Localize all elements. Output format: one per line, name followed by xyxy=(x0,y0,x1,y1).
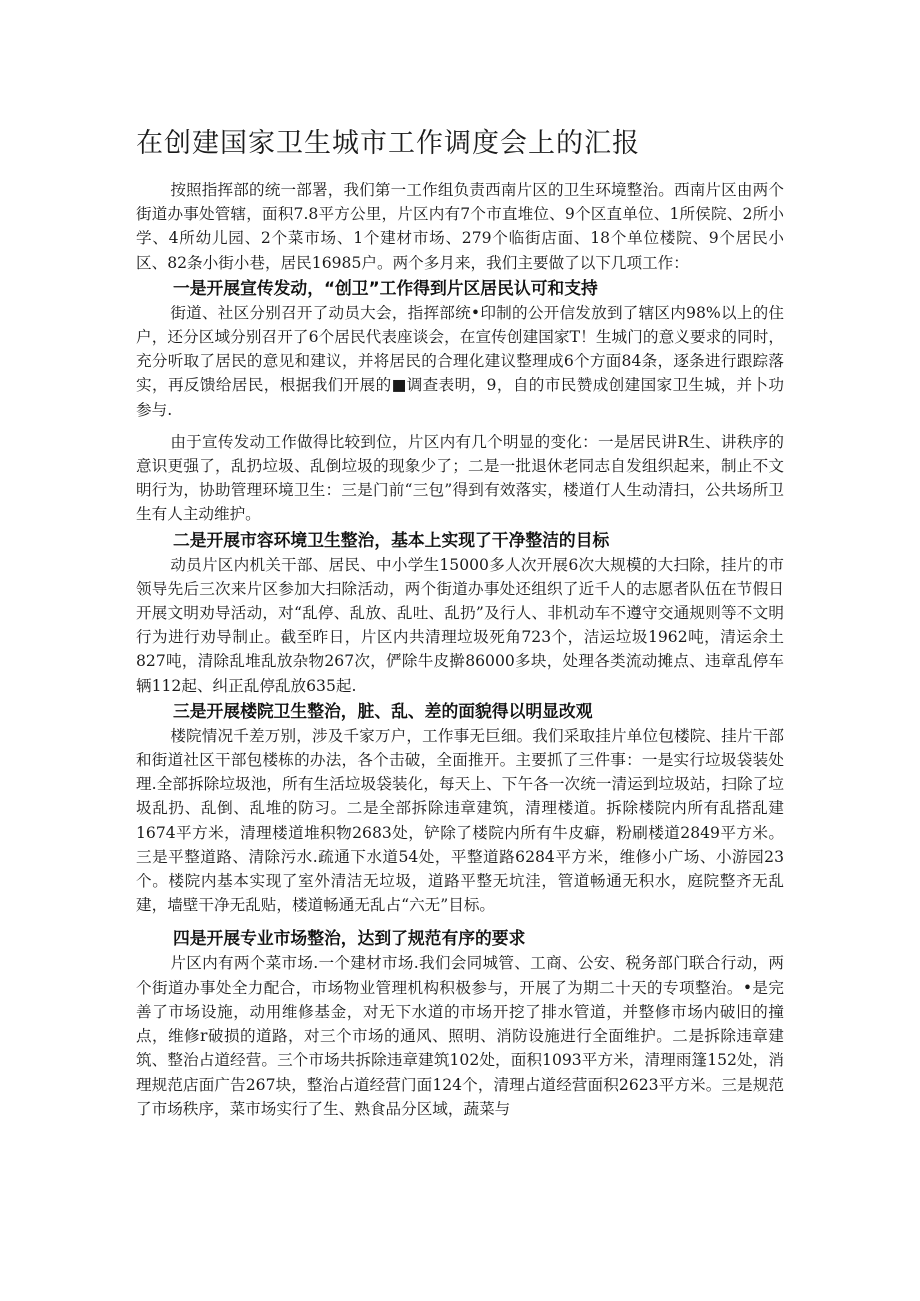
paragraph-gap xyxy=(136,422,784,430)
intro-paragraph: 按照指挥部的统一部署，我们第一工作组负责西南片区的卫生环境整治。西南片区由两个街道办事处管辖，面积7.8平方公里，片区内有7个市直堆位、9个区直单位、1所侯院、2所小学、4所幼儿园、2个菜市场、1个建材市场、279个临街店面、18个单位楼院、9个居民小区、82条小街小巷，居民16985户。两个多月来，我们主要做了以下几项工作： xyxy=(136,181,784,272)
section-paragraph: 片区内有两个菜市场.一个建材市场.我们会同城管、工商、公安、税务部门联合行动，两个街道办事处全力配合，市场物业管理机构积极参与，开展了为期二十天的专项整治。•是完善了市场设施，动用维修基金，对无下水道的市场开挖了排水管道，并整修市场内破旧的撞点，维修r破损的道路，对三个市场的通风、照明、消防设施进行全面维护。二是拆除违章建筑、整治占道经营。三个市场共拆除违章建筑102处，面积1093平方米，清理雨篷152处，消理规范店面广告267块，整治占道经营门面124个，清理占道经营面积2623平方米。三是规范了市场秩序，菜市场实行了生、熟食品分区域，蔬菜与 xyxy=(136,954,784,1118)
section-heading: 三是开展楼院卫生整治，脏、乱、差的面貌得以明显改观 xyxy=(172,700,593,721)
document-title: 在创建国家卫生城市工作调度会上的汇报 xyxy=(136,128,640,159)
section-1 xyxy=(136,275,784,527)
paragraph-gap xyxy=(136,917,784,925)
section-heading: 一是开展宣传发动，“创卫”工作得到片区居民认可和支持 xyxy=(172,277,598,298)
section-heading: 二是开展市容环境卫生整治，基本上实现了干净整洁的目标 xyxy=(172,529,610,550)
section-3 xyxy=(136,698,784,918)
section-paragraph: 动员片区内机关干部、居民、中小学生15000多人次开展6次大规模的大扫除，挂片的市领导先后三次来片区参加大扫除活动，两个街道办事处还组织了近千人的志愿者队伍在节假日开展文明劝导活动，对“乱停、乱放、乱吐、乱扔”及行人、非机动车不遵守交通规则等不文明行为进行劝导制止。截至昨日，片区内共清理垃圾死角723个，洁运垃圾1962吨，清运余土827吨，清除乱堆乱放杂物267次，俨除牛皮擀86000多块，处理各类流动摊点、违章乱停车辆112起、纠正乱停乱放635起. xyxy=(136,555,784,695)
section-paragraph: 街道、社区分别召开了动员大会，指挥部统•印制的公开信发放到了辖区内98%以上的住户，还分区域分别召开了6个居民代表座谈会，在宣传创建国家T！生城门的意义要求的同时，充分听取了居民的意见和建议，并将居民的合理化建议整理成6个方面84条，逐条进行跟踪落实，再反馈给居民，根据我们开展的■调查表明，9，自的市民赞成创建国家卫生城，并卜功参与. xyxy=(136,303,784,419)
section-paragraph: 由于宣传发动工作做得比较到位，片区内有几个明显的变化：一是居民讲R生、讲秩序的意识更强了，乱扔垃圾、乱倒垃圾的现象少了；二是一批退休老同志自发组织起来，制止不文明行为，协助管理环境卫生：三是门前“三包”得到有效落实，楼道仃人生动清扫，公共场所卫生有人主动维护。 xyxy=(136,432,784,524)
section-paragraph: 楼院情况千差万别，涉及千家万户，工作事无巨细。我们采取挂片单位包楼院、挂片干部和街道社区干部包楼栋的办法，各个击破，全面推开。主要抓了三件事：一是实行垃圾袋装处理.全部拆除垃圾池，所有生活垃圾袋装化，每天上、下午各一次统一清运到垃圾站，扫除了垃圾乱扔、乱倒、乱堆的防习。二是全部拆除违章建筑，清理楼道。拆除楼院内所有乱搭乱建1674平方米，清理楼道堆积物2683处，铲除了楼院内所有牛皮癖，粉刷楼道2849平方米。三是平整道路、清除污水.疏通下水道54处，平整道路6284平方米，维修小广场、小游园23个。楼院内基本实现了室外清洁无垃圾，道路平整无坑洼，管道畅通无积水，庭院整齐无乱建，墙壁干净无乱贴，楼道畅通无乱占“六无”目标。 xyxy=(136,726,784,915)
section-heading: 四是开展专业市场整治，达到了规范有序的要求 xyxy=(172,928,526,949)
document-body xyxy=(136,178,784,1121)
section-4 xyxy=(136,917,784,1120)
section-2 xyxy=(136,527,784,698)
